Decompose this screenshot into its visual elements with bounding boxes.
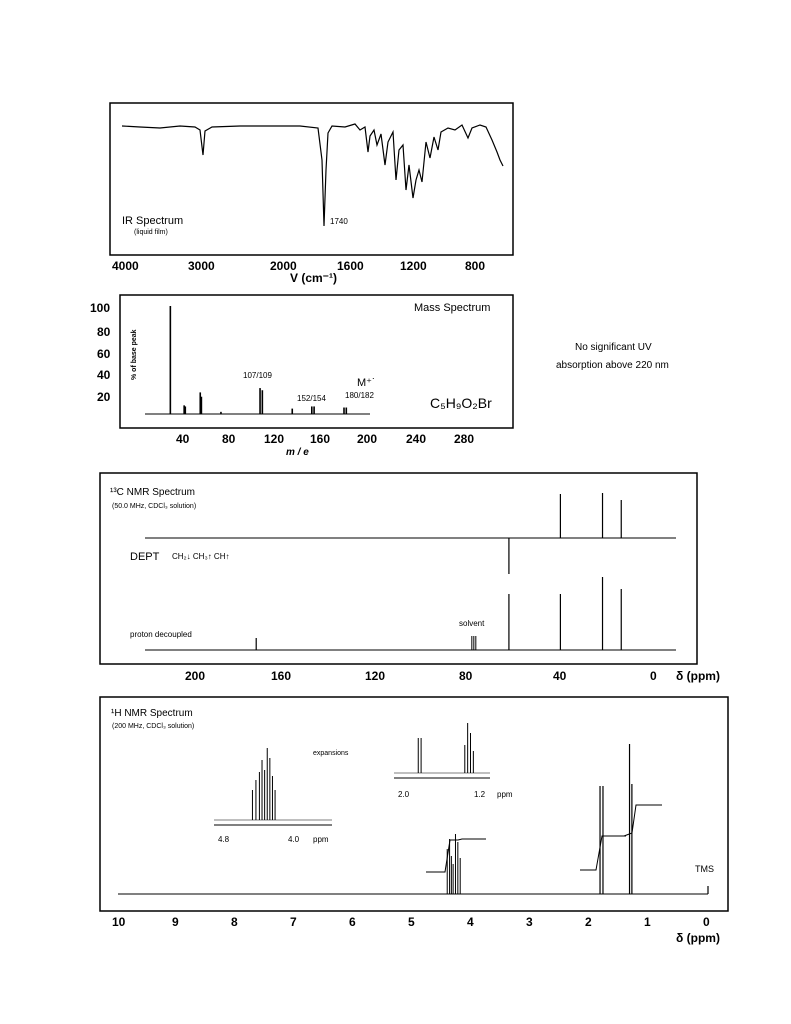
h1-tick-label: 10 <box>112 915 126 929</box>
ir-title: IR Spectrum <box>122 215 184 227</box>
h1-title: ¹H NMR Spectrum <box>111 708 193 719</box>
ir-subtitle: (liquid film) <box>134 229 168 236</box>
h1-tick-label: 9 <box>172 915 179 929</box>
ms-title: Mass Spectrum <box>414 302 491 314</box>
h1-subtitle: (200 MHz, CDCl₃ solution) <box>112 723 195 730</box>
h1-tick-label: 3 <box>526 915 533 929</box>
exp1-tick-label: 4.8 <box>218 835 230 844</box>
h1-tms-label: TMS <box>695 864 714 874</box>
ms-label-107: 107/109 <box>243 371 272 380</box>
ms-x-tick-label: 240 <box>406 432 427 446</box>
h1-integral-curves <box>426 805 662 872</box>
ms-x-tick-label: 160 <box>310 432 331 446</box>
ir-tick-label: 2000 <box>270 259 297 273</box>
exp1-tick-label: 4.0 <box>288 835 300 844</box>
ir-trace <box>122 124 503 226</box>
exp2-tick-label: 1.2 <box>474 790 486 799</box>
c13-tick-label: 160 <box>271 669 292 683</box>
ms-x-axis <box>176 432 474 458</box>
ir-frame <box>110 103 513 255</box>
ms-y-axis <box>90 301 138 404</box>
integral-4-3 <box>426 839 486 872</box>
exp1-peaks <box>252 748 275 820</box>
c13-tick-label: 200 <box>185 669 206 683</box>
h1-expansion-2 <box>394 723 513 799</box>
ms-x-tick-label: 200 <box>357 432 378 446</box>
c13-tick-label: 120 <box>365 669 386 683</box>
c13-x-axis <box>185 669 720 683</box>
c13-peaks <box>256 577 621 650</box>
uv-line-1: No significant UV <box>575 342 652 353</box>
h1-expansion-1 <box>214 748 332 844</box>
c13-x-axis-label: δ (ppm) <box>676 669 720 683</box>
uv-note <box>556 342 669 371</box>
h1-tick-label: 0 <box>703 915 710 929</box>
ms-x-tick-label: 280 <box>454 432 475 446</box>
ms-y-tick-label: 80 <box>97 325 111 339</box>
h1-x-axis-label: δ (ppm) <box>676 931 720 945</box>
h1-nmr-panel <box>100 697 728 945</box>
ms-x-axis-label: m / e <box>286 447 309 458</box>
ms-y-tick-label: 100 <box>90 301 111 315</box>
dept-peaks <box>509 493 621 574</box>
exp2-unit-label: ppm <box>497 790 513 799</box>
uv-line-2: absorption above 220 nm <box>556 360 669 371</box>
ms-y-tick-label: 40 <box>97 368 111 382</box>
ms-y-tick-label: 60 <box>97 347 111 361</box>
ir-tick-label: 800 <box>465 259 486 273</box>
ms-y-axis-label: % of base peak <box>131 329 138 380</box>
h1-peaks <box>447 744 708 894</box>
mass-spectrum-panel <box>90 295 513 458</box>
ir-tick-label: 3000 <box>188 259 215 273</box>
h1-x-axis <box>112 915 720 945</box>
h1-tick-label: 6 <box>349 915 356 929</box>
c13-solvent-label: solvent <box>459 619 485 628</box>
h1-tick-label: 1 <box>644 915 651 929</box>
ms-x-tick-label: 80 <box>222 432 236 446</box>
ir-x-axis <box>112 259 485 285</box>
dept-legend: CH₂↓ CH₃↑ CH↑ <box>172 552 230 561</box>
ir-tick-label: 1200 <box>400 259 427 273</box>
ir-x-axis-label: V (cm⁻¹) <box>290 271 338 285</box>
ir-peak-label: 1740 <box>330 217 348 226</box>
dept-label: DEPT <box>130 551 160 563</box>
ir-tick-label: 1600 <box>337 259 364 273</box>
exp2-peaks <box>418 723 473 773</box>
c13-tick-label: 0 <box>650 669 657 683</box>
h1-tick-label: 7 <box>290 915 297 929</box>
h1-tick-label: 2 <box>585 915 592 929</box>
ms-x-tick-label: 120 <box>264 432 285 446</box>
h1-tick-label: 5 <box>408 915 415 929</box>
ms-label-mplus: M⁺˙ <box>357 377 376 389</box>
ir-tick-label: 4000 <box>112 259 139 273</box>
ms-formula: C₅H₉O₂Br <box>430 395 492 411</box>
ms-label-180: 180/182 <box>345 391 374 400</box>
ms-x-tick-label: 40 <box>176 432 190 446</box>
ir-peak-marker <box>324 214 348 226</box>
c13-title: ¹³C NMR Spectrum <box>110 487 196 498</box>
h1-tick-label: 8 <box>231 915 238 929</box>
ms-label-152: 152/154 <box>297 394 326 403</box>
h1-tick-label: 4 <box>467 915 474 929</box>
c13-nmr-panel <box>100 473 720 683</box>
c13-subtitle: (50.0 MHz, CDCl₃ solution) <box>112 503 197 510</box>
h1-expansions-label: expansions <box>313 750 349 757</box>
ms-y-tick-label: 20 <box>97 390 111 404</box>
c13-tick-label: 80 <box>459 669 473 683</box>
c13-proton-label: proton decoupled <box>130 630 192 639</box>
exp2-tick-label: 2.0 <box>398 790 410 799</box>
ir-spectrum-panel <box>110 103 513 285</box>
exp1-unit-label: ppm <box>313 835 329 844</box>
c13-tick-label: 40 <box>553 669 567 683</box>
